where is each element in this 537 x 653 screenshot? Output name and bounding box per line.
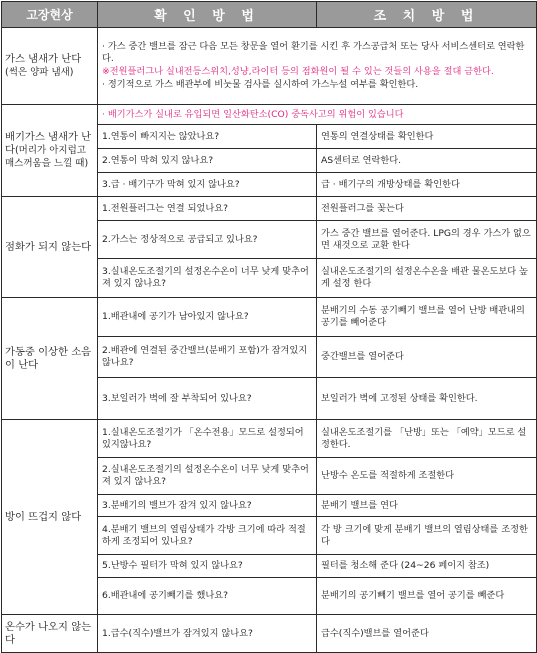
table-row bbox=[2, 28, 537, 105]
category-title: 가스 냄새가 난다 bbox=[5, 53, 82, 65]
category-gas-smell bbox=[2, 28, 98, 105]
check-cell: 3.급 · 배기구가 막혀 있지 않나요? bbox=[98, 173, 317, 197]
category-title: 온수가 나오지 않는다 bbox=[5, 620, 92, 646]
category-title: 가동중 이상한 소음이 난다 bbox=[5, 345, 92, 371]
action-cell: 연통의 연결상태를 확인한다 bbox=[317, 125, 537, 149]
header-check-method: 확 인 방 법 bbox=[98, 2, 317, 28]
action-cell: 중간밸브를 열어준다 bbox=[317, 337, 537, 378]
action-cell: 분배기의 수동 공기빼기 밸브를 열어 난방 배관내의 공기를 빼어준다 bbox=[317, 298, 537, 337]
action-cell: 급수(직수)밸브를 열어준다 bbox=[317, 615, 537, 653]
header-row bbox=[2, 2, 537, 28]
table-row bbox=[2, 615, 537, 653]
troubleshooting-table bbox=[1, 1, 537, 653]
action-cell: 각 방 크기에 맞게 분배기 밸브의 열림상태를 조정한다 bbox=[317, 517, 537, 555]
check-cell: 2.연통이 막혀 있지 않나요? bbox=[98, 149, 317, 173]
action-cell: AS센터로 연락한다. bbox=[317, 149, 537, 173]
check-cell: 3.보일러가 벽에 잘 부착되어 있나요? bbox=[98, 378, 317, 420]
check-cell: 2.가스는 정상적으로 공급되고 있나요? bbox=[98, 221, 317, 259]
check-cell: 1.연통이 빠지지는 않았나요? bbox=[98, 125, 317, 149]
gas-instruction-2: · 정기적으로 가스 배관부에 비눗물 검사를 실시하여 가스누설 여부를 확인한다. bbox=[102, 79, 419, 90]
check-cell: 1.배관내에 공기가 남아있지 않나요? bbox=[98, 298, 317, 337]
check-cell: 1.실내온도조절기가 「온수전용」모드로 설정되어 있지않나요? bbox=[98, 420, 317, 458]
action-cell: 실내온도조절기의 설정온수온을 배관 물온도보다 높게 설정 한다 bbox=[317, 259, 537, 298]
category-ignition bbox=[2, 197, 98, 298]
action-cell: 난방수 온도를 적절하게 조절한다 bbox=[317, 458, 537, 495]
category-not-warm bbox=[2, 420, 98, 615]
gas-warning: ※전원플러그나 실내전등스위치,성냥,라이터 등의 점화원이 될 수 있는 것들의 사용을 절대 금한다. bbox=[102, 66, 494, 77]
table-row bbox=[2, 105, 537, 125]
check-cell: 2.배관에 연결된 중간밸브(분배기 포함)가 잠겨있지 않나요? bbox=[98, 337, 317, 378]
category-title: 점화가 되지 않는다 bbox=[5, 240, 92, 253]
check-cell: 1.전원플러그는 연결 되었나요? bbox=[98, 197, 317, 221]
check-cell: 3.실내온도조절기의 설정온수온이 너무 낮게 맞추어져 있지 않나요? bbox=[98, 259, 317, 298]
gas-instruction-1: · 가스 중간 밸브를 잠근 다음 모든 창문을 열어 환기를 시킨 후 가스공급처 또는 당사 서비스센터로 연락한다. bbox=[102, 41, 525, 64]
check-cell: 4.분배기 밸브의 열림상태가 각방 크기에 따라 적절하게 조정되어 있나요? bbox=[98, 517, 317, 555]
troubleshooting-page bbox=[1, 1, 536, 651]
category-title: 배기가스 냄새가 난다 bbox=[5, 131, 92, 156]
table-row bbox=[2, 197, 537, 221]
exhaust-warning: · 배기가스가 실내로 유입되면 일산화탄소(CO) 중독사고의 위험이 있습니다 bbox=[98, 105, 537, 125]
header-action-method: 조 치 방 법 bbox=[317, 2, 537, 28]
category-subtitle: (머리가 아지럽고 매스꺼움을 느낄 때) bbox=[5, 145, 89, 169]
category-noise bbox=[2, 298, 98, 420]
category-no-hot-water bbox=[2, 615, 98, 653]
action-cell: 실내온도조절기를 「난방」또는 「예약」모드로 설정한다. bbox=[317, 420, 537, 458]
action-cell: 보일러가 벽에 고정된 상태를 확인한다. bbox=[317, 378, 537, 420]
action-cell: 가스 중간 밸브를 열어준다. LPG의 경우 가스가 없으면 새것으로 교환 한다 bbox=[317, 221, 537, 259]
action-cell: 분배기 밸브를 연다 bbox=[317, 495, 537, 517]
check-cell: 1.급수(직수)밸브가 잠겨있지 않나요? bbox=[98, 615, 317, 653]
table-row bbox=[2, 420, 537, 458]
gas-smell-instructions bbox=[98, 28, 537, 105]
header-symptom: 고장현상 bbox=[2, 2, 98, 28]
check-cell: 5.난방수 필터가 막혀 있지 않나요? bbox=[98, 555, 317, 578]
check-cell: 3.분배기의 밸브가 잠겨 있지 않나요? bbox=[98, 495, 317, 517]
check-cell: 2.실내온도조절기의 설정온수온이 너무 낮게 맞추어져 있지 않나요? bbox=[98, 458, 317, 495]
category-subtitle: (썩은 양파 냄새) bbox=[5, 67, 74, 78]
table-row bbox=[2, 298, 537, 337]
check-cell: 6.배관내에 공기빼기를 했나요? bbox=[98, 578, 317, 615]
action-cell: 전원플러그를 꽂는다 bbox=[317, 197, 537, 221]
action-cell: 분배기의 공기빼기 밸브를 열어 공기를 빼준다 bbox=[317, 578, 537, 615]
action-cell: 급 · 배기구의 개방상태를 확인한다 bbox=[317, 173, 537, 197]
category-exhaust bbox=[2, 105, 98, 197]
category-title: 방이 뜨겁지 않다 bbox=[5, 510, 82, 523]
action-cell: 필터를 청소해 준다 (24~26 페이지 참조) bbox=[317, 555, 537, 578]
